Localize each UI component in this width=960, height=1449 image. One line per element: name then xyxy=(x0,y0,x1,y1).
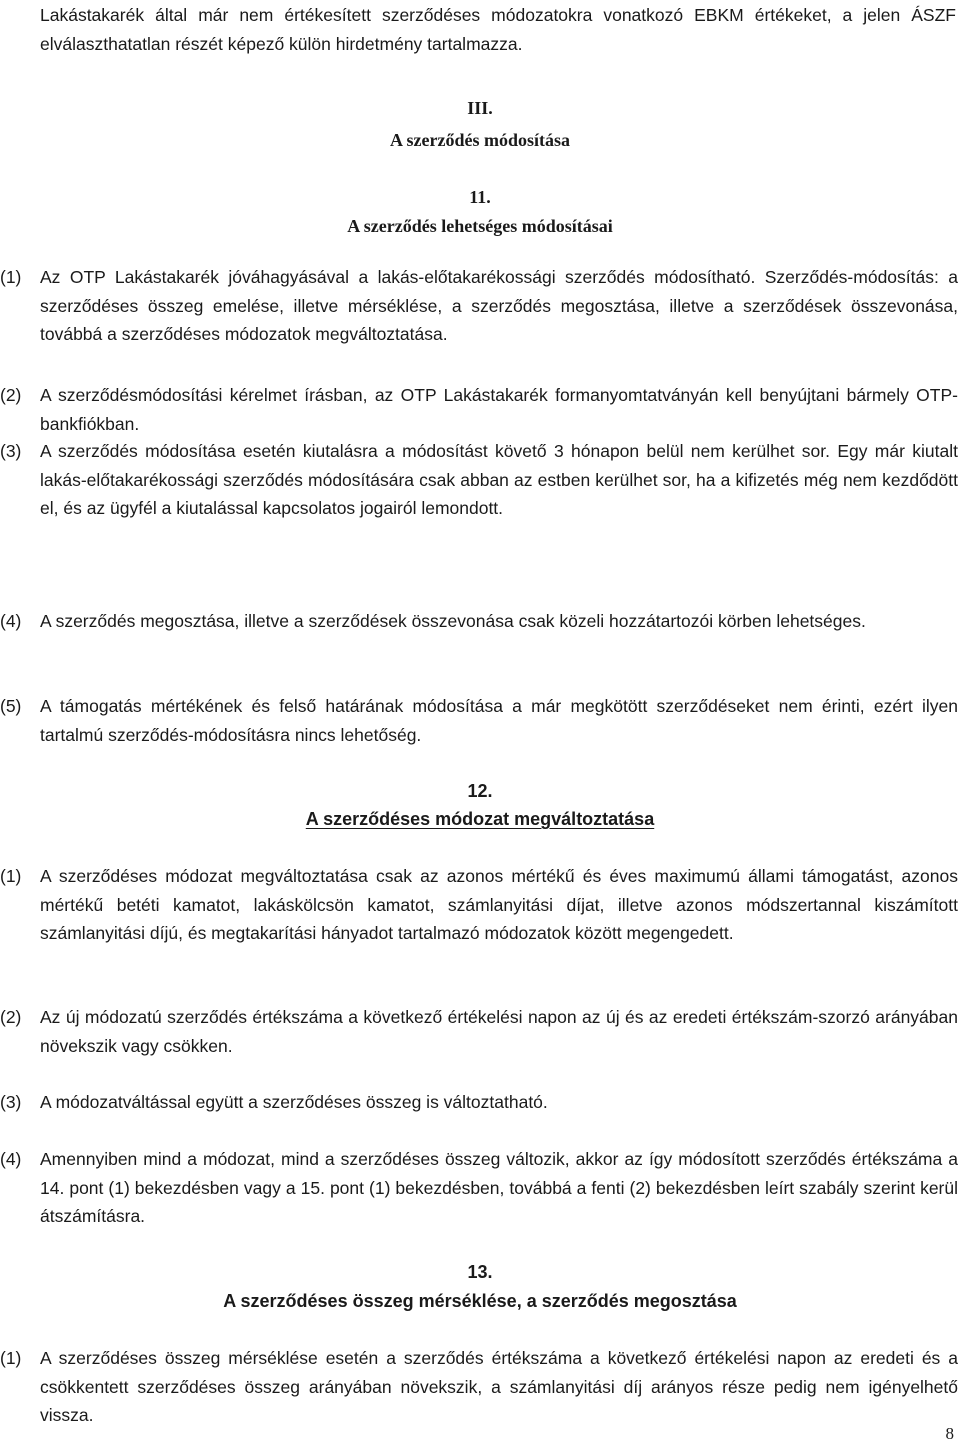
section-11-number: 11. xyxy=(469,187,491,207)
section-11-paragraph-4 xyxy=(0,607,958,636)
part-title: A szerződés módosítása xyxy=(390,130,570,150)
paragraph-number: (2) xyxy=(0,1007,22,1027)
section-12-title: A szerződéses módozat megváltoztatása xyxy=(305,809,655,829)
section-12-paragraph-3 xyxy=(0,1088,958,1117)
paragraph-number: (4) xyxy=(0,1149,22,1169)
section-12-paragraph-1 xyxy=(0,862,958,948)
section-11-paragraph-3 xyxy=(0,437,958,523)
paragraph-text: A szerződéses összeg mérséklése esetén a szerződés értékszáma a következő értékelési napon az eredeti és a csökkentett szerződéses összeg arányában növekszik, a számlanyitási díj arányos része pedig nem igényelhető vissza. xyxy=(40,1348,958,1425)
paragraph-text: A szerződés megosztása, illetve a szerződések összevonása csak közeli hozzátartozói körben lehetséges. xyxy=(40,611,866,631)
paragraph-number: (1) xyxy=(0,866,22,886)
paragraph-number: (3) xyxy=(0,441,22,461)
paragraph-text: Az új módozatú szerződés értékszáma a következő értékelési napon az új és az eredeti értékszám-szorzó arányában növekszik vagy csökken. xyxy=(40,1007,958,1056)
section-13-paragraph-1 xyxy=(0,1344,958,1430)
paragraph-number: (1) xyxy=(0,1348,22,1368)
paragraph-text: A szerződés módosítása esetén kiutalásra a módosítást követő 3 hónapon belül nem kerülhet sor. Egy már kiutalt lakás-előtakarékossági szerződés módosítására csak abban az estben kerülhet sor, ha a kifizetés még nem kezdődött el, és az ügyfél a kiutalással kapcsolatos jogairól lemondott. xyxy=(40,441,958,518)
section-13-title: A szerződéses összeg mérséklése, a szerződés megosztása xyxy=(223,1291,737,1311)
section-13-number: 13. xyxy=(467,1262,493,1282)
section-12-title-wrap xyxy=(0,805,960,833)
paragraph-text: Amennyiben mind a módozat, mind a szerződéses összeg változik, akkor az így módosított szerződés értékszáma a 14. pont (1) bekezdésben vagy a 15. pont (1) bekezdésben, továbbá a fenti (2) bekezdésben leírt szabály szerint kerül átszámításra. xyxy=(40,1149,958,1226)
intro-paragraph: Lakástakarék által már nem értékesített szerződéses módozatokra vonatkozó EBKM értékeket, a jelen ÁSZF elválaszthatatlan részét képező külön hirdetmény tartalmazza. xyxy=(40,5,956,54)
paragraph-text: Az OTP Lakástakarék jóváhagyásával a lakás-előtakarékossági szerződés módosítható. Szerződés-módosítás: a szerződéses összeg emelése, illetve mérséklése, a szerződés megosztása, illetve a szerződések összevonása, továbbá a szerződéses módozatok megváltoztatása. xyxy=(40,267,958,344)
section-11-paragraph-1 xyxy=(0,263,958,349)
section-12-number: 12. xyxy=(467,781,493,801)
part-number: III. xyxy=(467,98,493,118)
paragraph-text: A módozatváltással együtt a szerződéses összeg is változtatható. xyxy=(40,1092,548,1112)
paragraph-number: (4) xyxy=(0,611,22,631)
section-11-title: A szerződés lehetséges módosításai xyxy=(347,216,613,236)
paragraph-number: (3) xyxy=(0,1092,22,1112)
page-number: 8 xyxy=(945,1424,954,1443)
section-11-paragraph-2 xyxy=(0,381,958,438)
paragraph-text: A támogatás mértékének és felső határának módosítása a már megkötött szerződéseket nem érinti, ezért ilyen tartalmú szerződés-módosításra nincs lehetőség. xyxy=(40,696,958,745)
paragraph-text: A szerződéses módozat megváltoztatása csak az azonos mértékű és éves maximumú állami támogatást, azonos mértékű betéti kamatot, lakáskölcsön kamatot, számlanyitási díjat, illetve azonos módszertannal kiszámított számlanyitási díjú, és megtakarítási hányadot tartalmazó módozatok között megengedett. xyxy=(40,866,958,943)
paragraph-number: (2) xyxy=(0,385,22,405)
paragraph-number: (5) xyxy=(0,696,22,716)
paragraph-number: (1) xyxy=(0,267,22,287)
section-11-paragraph-5 xyxy=(0,692,958,749)
section-12-paragraph-4 xyxy=(0,1145,958,1231)
section-12-paragraph-2 xyxy=(0,1003,958,1060)
paragraph-text: A szerződésmódosítási kérelmet írásban, az OTP Lakástakarék formanyomtatványán kell benyújtani bármely OTP-bankfiókban. xyxy=(40,385,958,434)
